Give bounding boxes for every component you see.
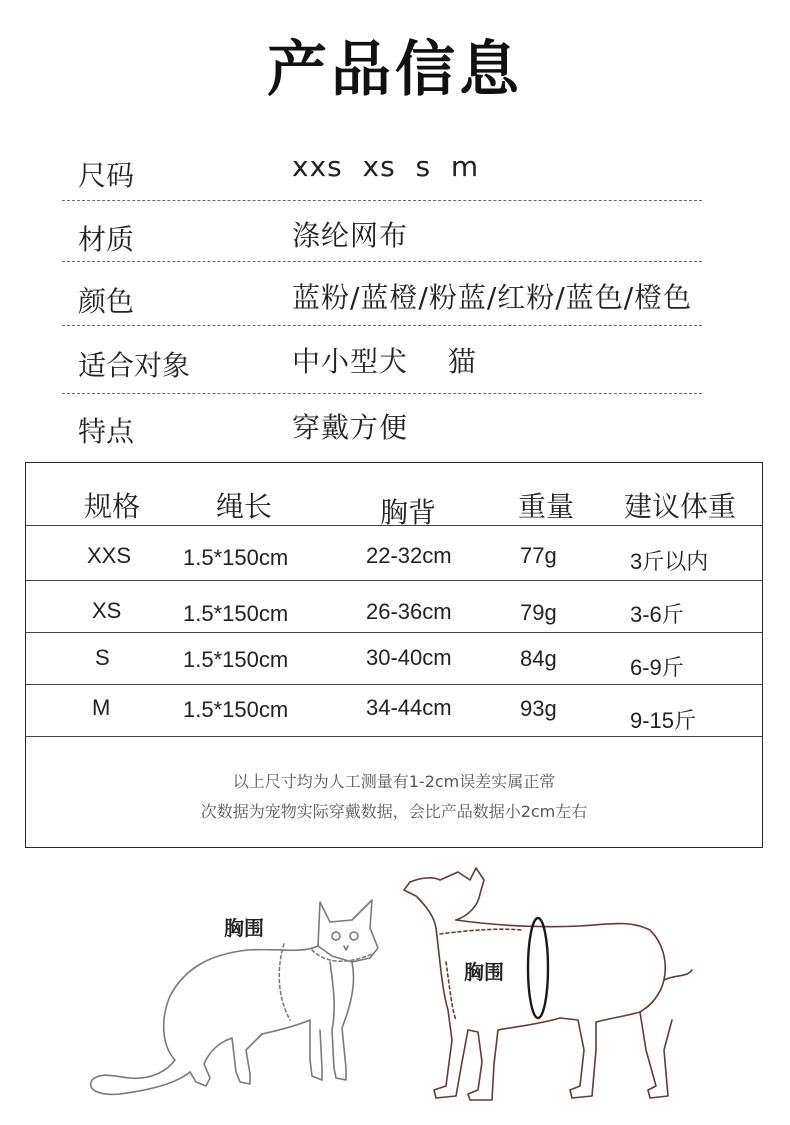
table-cell: 6-9斤: [630, 655, 684, 680]
table-cell: 79g: [520, 600, 557, 625]
info-value: 穿戴方便: [292, 411, 409, 444]
table-divider: [26, 580, 762, 581]
spec-header: 胸背: [380, 496, 437, 529]
table-cell: 1.5*150cm: [183, 647, 289, 672]
page-title: 产品信息: [267, 35, 523, 105]
table-cell: 1.5*150cm: [183, 601, 289, 626]
info-row-size: [62, 140, 702, 202]
table-cell: 9-15斤: [630, 708, 697, 733]
table-cell: 3斤以内: [630, 549, 709, 574]
table-cell: 77g: [520, 543, 557, 568]
spec-header: 绳长: [216, 490, 273, 523]
table-cell: 30-40cm: [366, 645, 452, 670]
table-cell: XS: [92, 598, 122, 623]
table-cell: 34-44cm: [366, 695, 452, 720]
table-cell: XXS: [87, 543, 132, 568]
divider: [62, 393, 702, 394]
table-note: 以上尺寸均为人工测量有1-2cm误差实属正常: [232, 772, 556, 791]
info-row-feature: [62, 396, 702, 458]
info-label: 材质: [78, 223, 135, 256]
info-row-color: [62, 266, 702, 328]
table-note: 次数据为宠物实际穿戴数据，会比产品数据小2cm左右: [200, 802, 588, 821]
table-divider: [26, 525, 762, 526]
table-cell: 1.5*150cm: [183, 545, 289, 570]
info-row-material: [62, 204, 702, 266]
table-cell: 3-6斤: [630, 602, 684, 627]
table-cell: 22-32cm: [366, 543, 452, 568]
cat-chest-label: 胸围: [224, 916, 264, 940]
spec-table: [25, 462, 763, 848]
divider: [62, 200, 702, 201]
divider: [62, 261, 702, 262]
table-divider: [26, 684, 762, 685]
pet-outline-drawing: [0, 850, 790, 1121]
spec-header: 重量: [518, 490, 575, 523]
info-value: xxs xs s m: [292, 150, 480, 183]
info-label: 颜色: [78, 285, 135, 318]
info-label: 特点: [78, 415, 135, 448]
table-divider: [26, 632, 762, 633]
table-cell: 1.5*150cm: [183, 697, 289, 722]
table-cell: 84g: [520, 646, 557, 671]
chest-ring: [528, 918, 548, 1018]
table-cell: 93g: [520, 696, 557, 721]
table-cell: S: [95, 645, 110, 670]
divider: [62, 325, 702, 326]
spec-header: 规格: [84, 490, 141, 523]
table-divider: [26, 736, 762, 737]
spec-header: 建议体重: [624, 490, 737, 523]
info-label: 尺码: [78, 159, 135, 192]
dog-chest-label: 胸围: [464, 960, 504, 984]
table-cell: 26-36cm: [366, 599, 452, 624]
info-row-suitable: [62, 330, 702, 392]
measurement-illustration: [0, 850, 790, 1121]
table-cell: M: [92, 695, 111, 720]
info-value: 蓝粉/蓝橙/粉蓝/红粉/蓝色/橙色: [292, 281, 693, 314]
info-label: 适合对象: [78, 349, 191, 382]
info-value: 涤纶网布: [292, 219, 409, 252]
info-value: 中小型犬 猫: [292, 345, 477, 378]
